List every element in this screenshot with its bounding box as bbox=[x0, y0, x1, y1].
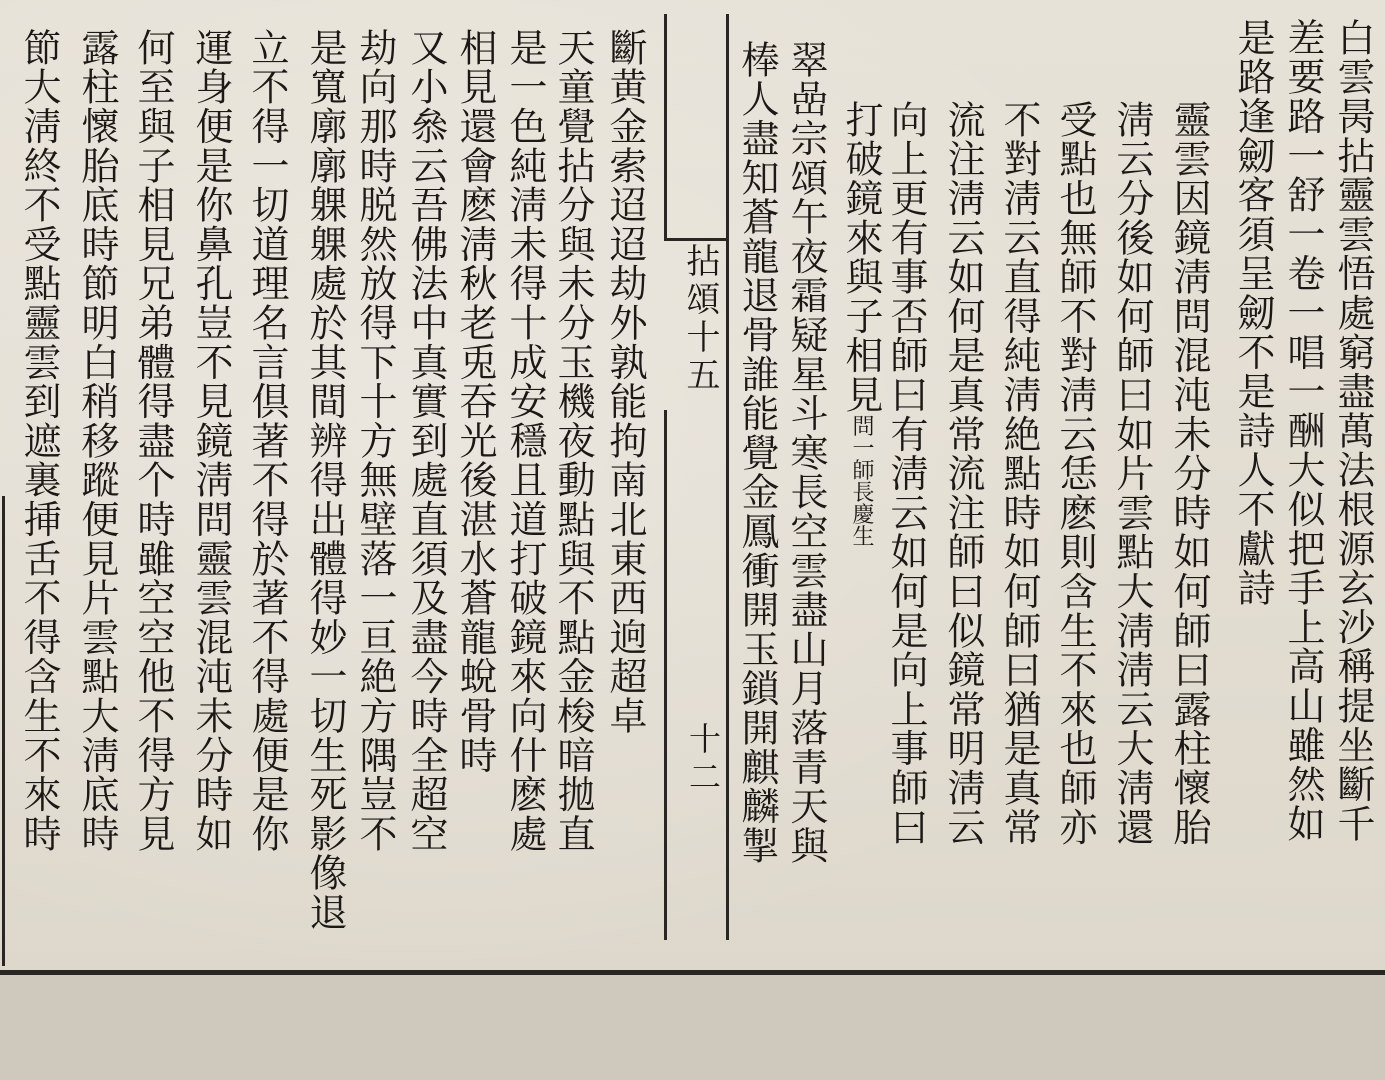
text-column: 棒人盡知蒼龍退骨誰能覺金鳳衝開玉鎖開麒麟掣 bbox=[735, 40, 779, 866]
text-column: 是寬廓廓躶躶處於其間辨得出體得妙一切生死影像退 bbox=[303, 28, 347, 932]
text-column: 不對淸云直得純淸絶點時如何師曰猶是真常 bbox=[997, 100, 1041, 847]
text-column: 天童覺拈分與未分玉機夜動點與不點金梭暗拋直 bbox=[551, 28, 595, 854]
text-column: 何至與子相見兄弟體得盡个時雖空空他不得方見 bbox=[131, 28, 175, 854]
text-column: 相見還會麽淸秋老兎吞光後湛水蒼龍蛻骨時 bbox=[453, 28, 497, 775]
page-number: 十二 bbox=[684, 722, 722, 798]
text-column: 靈雲因鏡淸問混沌未分時如何師曰露柱懷胎 bbox=[1167, 100, 1211, 847]
text-column: 是路逢劒客須呈劒不是詩人不獻詩 bbox=[1231, 18, 1275, 608]
text-column: 露柱懷胎底時節明白稍移蹤便見片雲點大淸底時 bbox=[75, 28, 119, 854]
text-column: 淸云分後如何師曰如片雲點大淸淸云大淸還 bbox=[1110, 100, 1154, 847]
text-column: 劫向那時脱然放得下十方無壁落一亘絶方隅豈不 bbox=[353, 28, 397, 854]
center-title: 拈頌十五 bbox=[680, 243, 720, 395]
text-column: 受點也無師不對淸云恁麽則含生不來也師亦 bbox=[1053, 100, 1097, 847]
left-border-rule bbox=[2, 496, 5, 966]
text-column: 是一色純淸未得十成安穩且道打破鏡來向什麽處 bbox=[503, 28, 547, 854]
text-column: 又小叅云吾佛法中真實到處直須及盡今時全超空 bbox=[404, 28, 448, 854]
center-cap-rule bbox=[664, 238, 729, 241]
text-column: 節大淸終不受點靈雲到遮裏挿舌不得含生不來時 bbox=[17, 28, 61, 854]
center-rule bbox=[664, 410, 667, 940]
small-annotation: 問一師長慶生 bbox=[849, 414, 874, 547]
text-column: 差要路一舒一卷一唱一酬大似把手上高山雖然如 bbox=[1281, 18, 1325, 844]
center-rule bbox=[726, 14, 729, 940]
bottom-border-rule bbox=[0, 970, 1385, 975]
text-column: 白雲昺拈靈雲悟處窮盡萬法根源玄沙稱提坐斷千 bbox=[1331, 18, 1375, 844]
center-rule bbox=[664, 14, 667, 239]
text-column: 立不得一切道理名言倶著不得於著不得處便是你 bbox=[245, 28, 289, 854]
page-bottom-margin bbox=[0, 975, 1385, 1080]
text-column: 打破鏡來與子相見問一師長慶生 bbox=[839, 100, 883, 547]
text-column: 向上更有事否師曰有淸云如何是向上事師曰 bbox=[884, 100, 928, 847]
text-column: 流注淸云如何是真常流注師曰似鏡常明淸云 bbox=[941, 100, 985, 847]
text-column: 斷黄金索迢迢劫外孰能拘南北東西逈超卓 bbox=[603, 28, 647, 736]
text-column: 翠嵒宗頌午夜霜疑星斗寒長空雲盡山月落青天與 bbox=[784, 40, 828, 866]
text-column: 運身便是你鼻孔豈不見鏡淸問靈雲混沌未分時如 bbox=[189, 28, 233, 854]
